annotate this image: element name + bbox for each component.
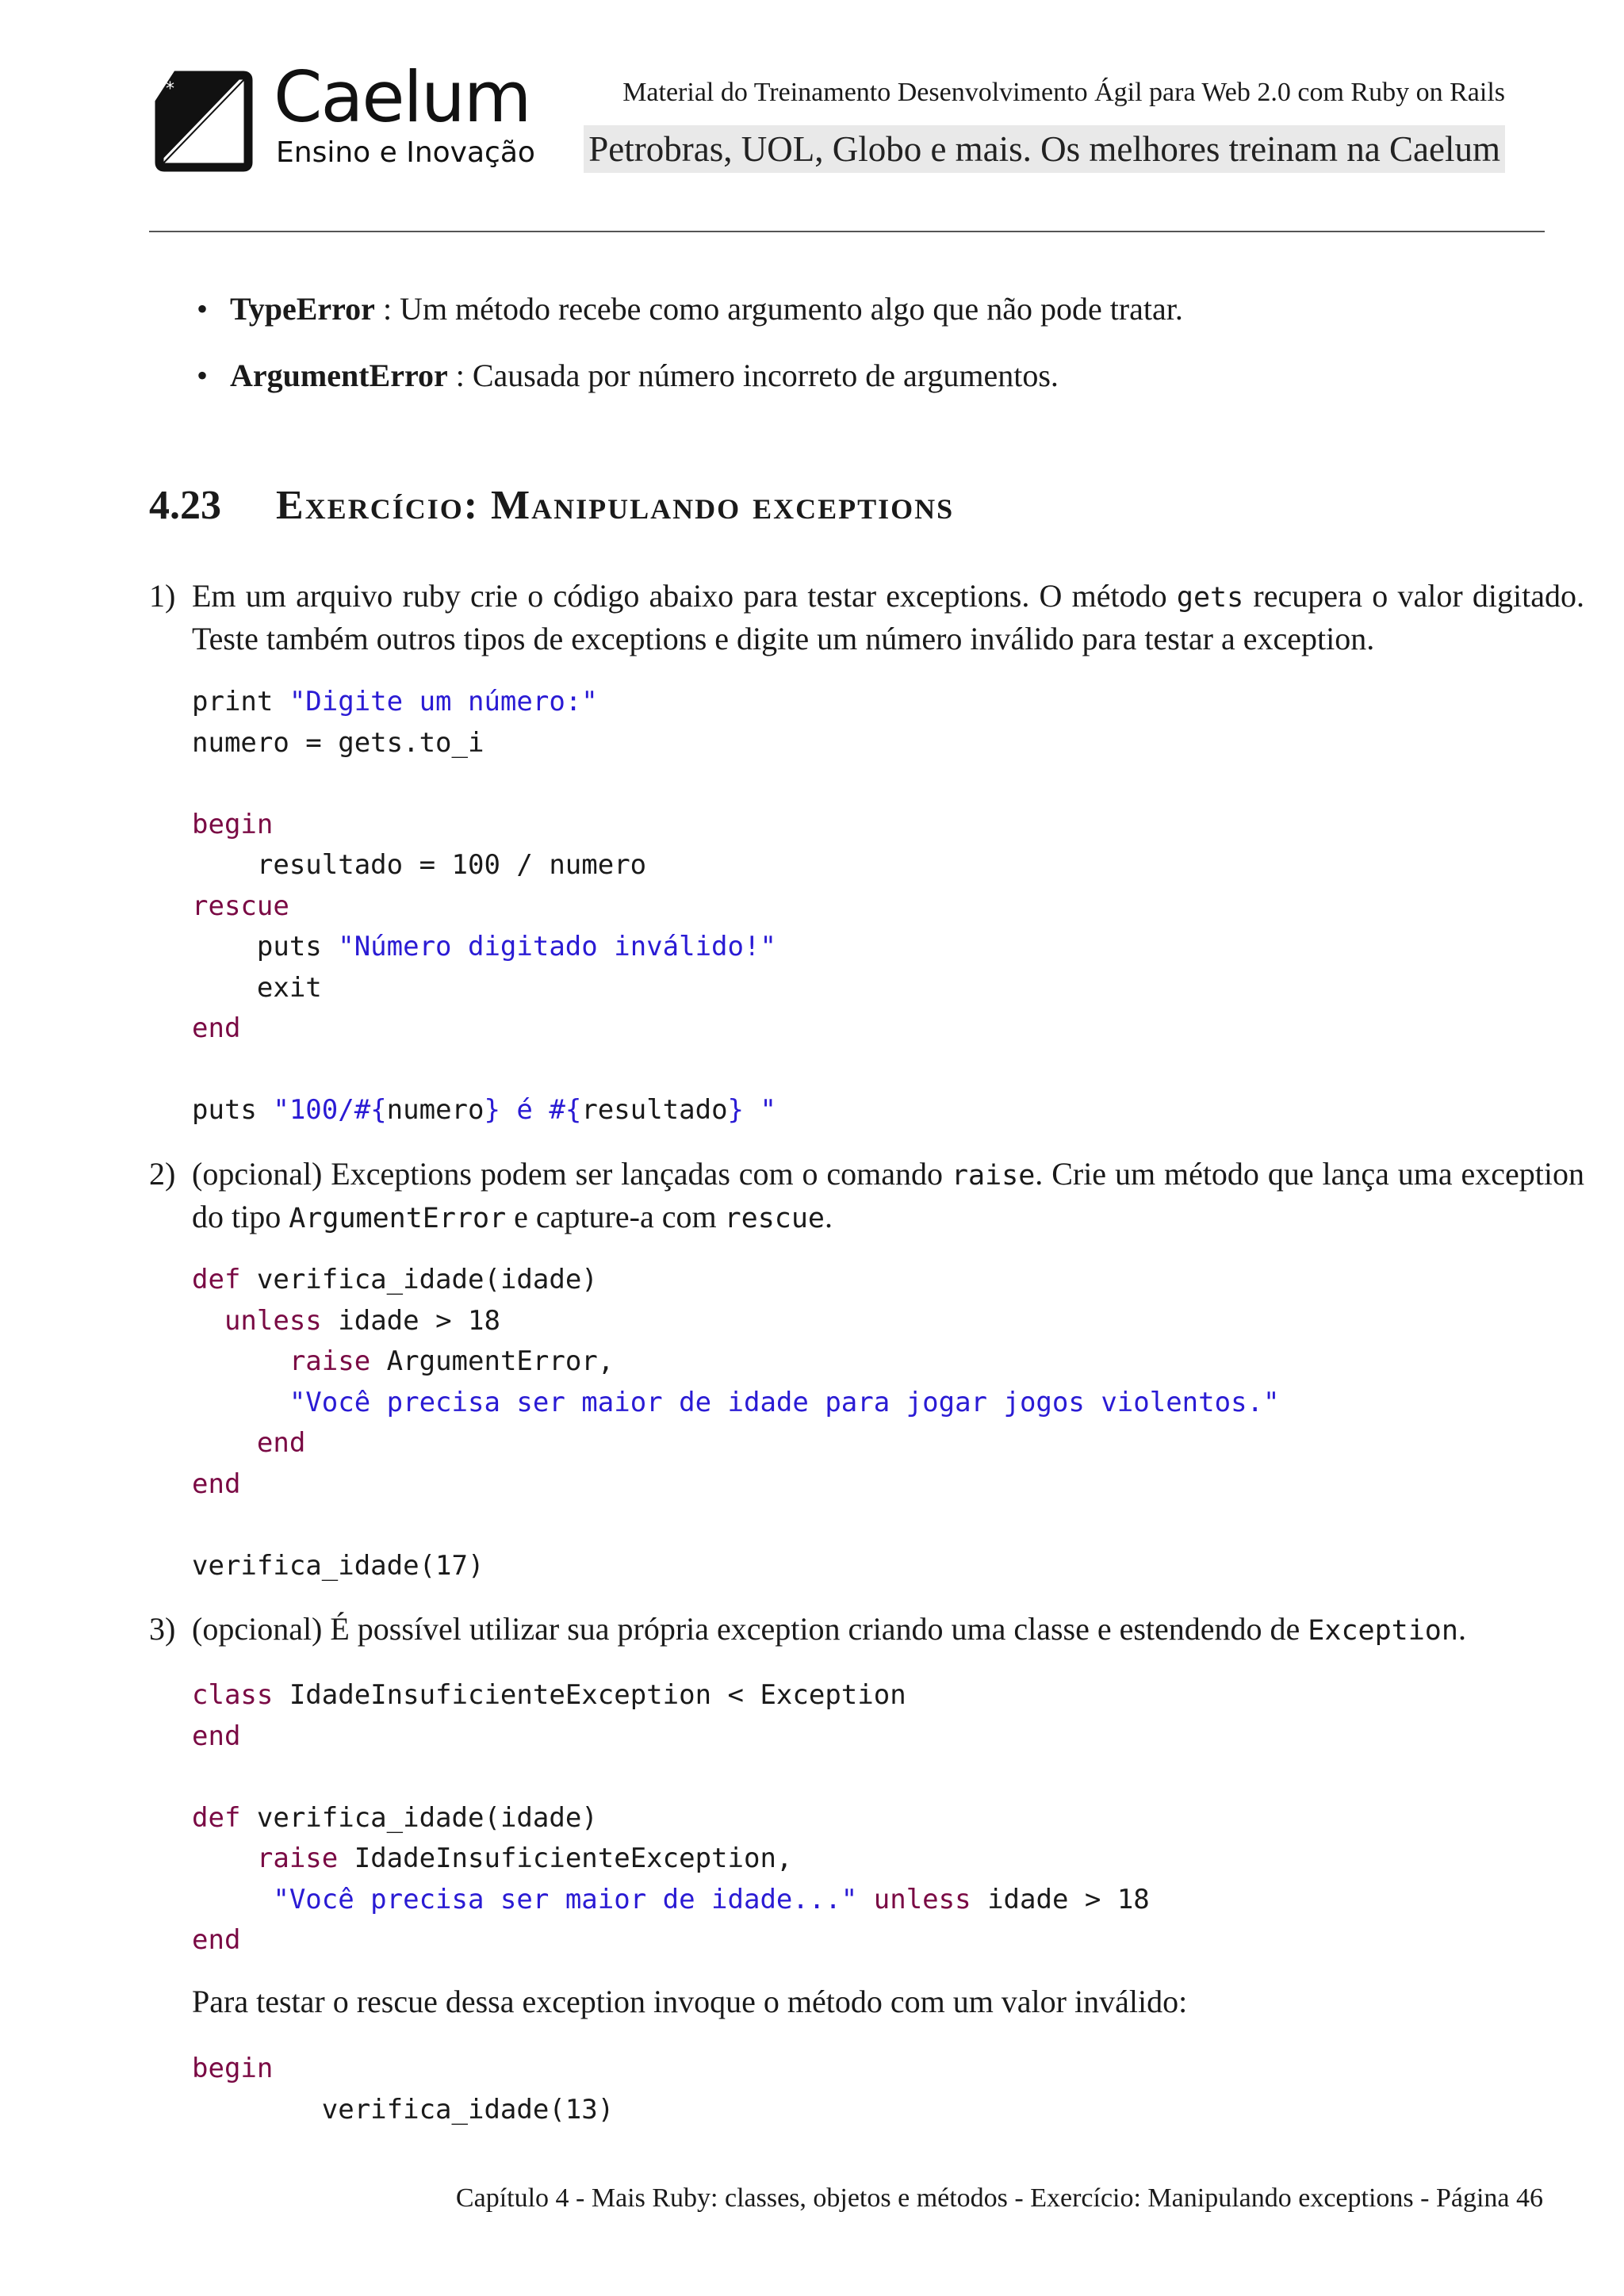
section-title: Exercício: Manipulando exceptions xyxy=(276,483,955,528)
code-line: begin xyxy=(192,2053,274,2084)
bullet-term: ArgumentError xyxy=(230,358,448,393)
code-line: numero = gets.to_i xyxy=(192,726,485,759)
bullet-desc: : Causada por número incorreto de argumentos. xyxy=(447,358,1059,393)
bullet-term: TypeError xyxy=(230,291,375,327)
logo-name: Caelum xyxy=(274,56,530,138)
inline-code: gets xyxy=(1176,582,1244,614)
logo-mark-icon xyxy=(155,71,253,172)
code-line: begin xyxy=(192,808,274,840)
header-course-title: Material do Treinamento Desenvolvimento Ágil para Web 2.0 com Ruby on Rails xyxy=(622,78,1505,107)
code-line: end xyxy=(192,1924,241,1956)
code-line: def verifica_idade(idade) xyxy=(192,1264,598,1295)
inline-code: Exception xyxy=(1308,1615,1458,1647)
code-block xyxy=(192,1675,1150,1961)
code-line: end xyxy=(192,1720,241,1752)
code-line: raise IdadeInsuficienteException, xyxy=(256,1843,793,1874)
item-text: (opcional) Exceptions podem ser lançadas com o comando raise. Crie um método que lança uma exception do tipo ArgumentError e capture-a com rescue. xyxy=(192,1156,1584,1234)
list-item xyxy=(198,355,1059,396)
code-line: rescue xyxy=(192,890,289,922)
caelum-logo xyxy=(155,56,535,178)
paragraph: Para testar o rescue dessa exception invoque o método com um valor inválido: xyxy=(192,1984,1188,2019)
code-block xyxy=(192,2049,614,2130)
list-item xyxy=(198,289,1183,330)
code-line: puts "Número digitado inválido!" xyxy=(192,931,776,962)
item-text: (opcional) É possível utilizar sua própria exception criando uma classe e estendendo de Exception. xyxy=(192,1611,1466,1647)
code-line: resultado = 100 / numero xyxy=(192,849,647,881)
code-line: exit xyxy=(192,971,322,1004)
code-line: "Você precisa ser maior de idade para jogar jogos violentos." xyxy=(289,1386,1280,1418)
code-line: class IdadeInsuficienteException < Exception xyxy=(192,1679,906,1711)
bullet-desc: : Um método recebe como argumento algo que não pode tratar. xyxy=(374,291,1183,327)
item-text: Em um arquivo ruby crie o código abaixo para testar exceptions. O método gets recupera o valor digitado. Teste também outros tipos de exceptions e digite um número inválido para testar a exception. xyxy=(192,578,1585,656)
item-number: 1) xyxy=(149,578,176,614)
page-footer: Capítulo 4 - Mais Ruby: classes, objetos e métodos - Exercício: Manipulando exceptions - Página 46 xyxy=(455,2183,1543,2213)
code-line: end xyxy=(192,1468,241,1500)
header-slogan: Petrobras, UOL, Globo e mais. Os melhores treinam na Caelum xyxy=(584,125,1505,173)
code-line: def verifica_idade(idade) xyxy=(192,1801,598,1834)
code-line: end xyxy=(192,1012,241,1044)
code-line: end xyxy=(256,1427,306,1459)
svg-text:*: * xyxy=(166,79,174,99)
section-heading xyxy=(149,482,954,529)
logo-tagline: Ensino e Inovação xyxy=(276,136,535,169)
code-line: unless idade > 18 xyxy=(224,1304,500,1337)
code-line: "Você precisa ser maior de idade..." unless idade > 18 xyxy=(273,1883,1150,1915)
code-line: print "Digite um número:" xyxy=(192,686,598,718)
header-divider xyxy=(149,231,1545,232)
code-block xyxy=(192,1260,1279,1586)
item-number: 2) xyxy=(149,1156,176,1192)
inline-code: ArgumentError xyxy=(289,1203,507,1234)
code-block xyxy=(192,682,776,1131)
code-line: verifica_idade(17) xyxy=(192,1549,485,1582)
inline-code: raise xyxy=(951,1160,1036,1192)
section-number: 4.23 xyxy=(149,483,221,528)
code-line: verifica_idade(13) xyxy=(192,2093,615,2126)
item-number: 3) xyxy=(149,1611,176,1647)
inline-code: rescue xyxy=(724,1203,825,1234)
code-line: raise ArgumentError, xyxy=(289,1345,615,1377)
code-line: puts "100/#{numero} é #{resultado} " xyxy=(192,1094,776,1126)
